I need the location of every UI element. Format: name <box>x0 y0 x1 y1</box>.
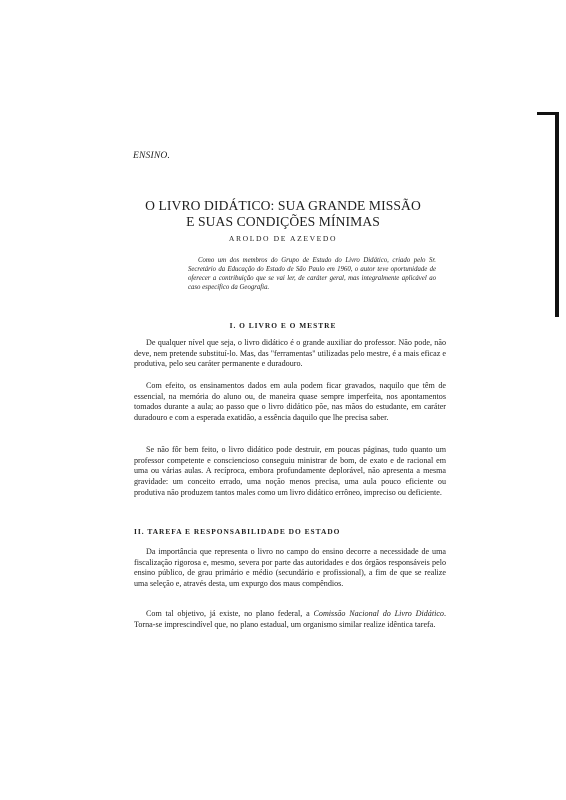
article-title <box>120 198 446 229</box>
commission-name: Comissão Nacional do Livro Didático <box>313 609 444 618</box>
article-abstract: Como um dos membros do Grupo de Estudo do Livro Didático, criado pelo Sr. Secretário da Educação do Estado de São Paulo em 1960, o autor teve oportunidade de oferecer a contribuição que se vai ler, de caráter geral, mas integralmente aplicável ao caso específico da Geografia. <box>188 257 436 291</box>
page-edge-bracket <box>555 112 559 317</box>
article-title-line-1: O LIVRO DIDÁTICO: SUA GRANDE MISSÃO <box>145 198 421 213</box>
section-label: ENSINO. <box>133 151 171 161</box>
paragraph: Da importância que representa o livro no campo do ensino decorre a necessidade de uma fiscalização rigorosa e, mesmo, severa por parte das autoridades e dos órgãos responsáveis pelo ensino público, de grau primário e médio (secundário e profissional), a fim de que se realize uma seleção e, através desta, um expurgo dos maus compêndios. <box>134 547 446 588</box>
article-title-line-2: E SUAS CONDIÇÕES MÍNIMAS <box>186 213 380 229</box>
section-heading-1: I. O LIVRO E O MESTRE <box>229 321 337 330</box>
paragraph: Com efeito, os ensinamentos dados em aula podem ficar gravados, naquilo que têm de essencial, na memória do aluno ou, de maneira quase sempre imperfeita, nos apontamentos tomados durante a aula; ao passo que o livro didático põe, nas mãos do estudante, em caráter duradouro e com a esperada exatidão, a essência daquilo que lhe precisa saber. <box>134 381 446 422</box>
article-author: AROLDO DE AZEVEDO <box>228 234 338 243</box>
section-heading-2: II. TAREFA E RESPONSABILIDADE DO ESTADO <box>134 527 341 536</box>
paragraph-text: Com tal objetivo, já existe, no plano federal, a <box>146 609 314 618</box>
paragraph: De qualquer nível que seja, o livro didático é o grande auxiliar do professor. Não pode, não deve, nem pretende substituí-lo. Mas, das "ferramentas" utilizadas pelo mestre, é a mais eficaz e produtiva, pelo seu caráter permanente e duradouro. <box>134 338 446 369</box>
paragraph <box>134 609 446 630</box>
paragraph-text: . Torna-se imprescindível que, no plano estadual, um organismo similar realize idêntica tarefa. <box>134 609 447 629</box>
paragraph: Se não fôr bem feito, o livro didático pode destruir, em poucas páginas, tudo quanto um professor competente e consciencioso conseguiu ministrar de bom, de exato e de racional em uma ou várias aulas. A recíproca, embora profundamente deplorável, não apresenta a mesma gravidade: um conceito errado, uma noção menos precisa, uma aula pouco eficiente ou produtiva não produzem tantos males como um livro didático errôneo, impreciso ou deficiente. <box>134 445 446 497</box>
